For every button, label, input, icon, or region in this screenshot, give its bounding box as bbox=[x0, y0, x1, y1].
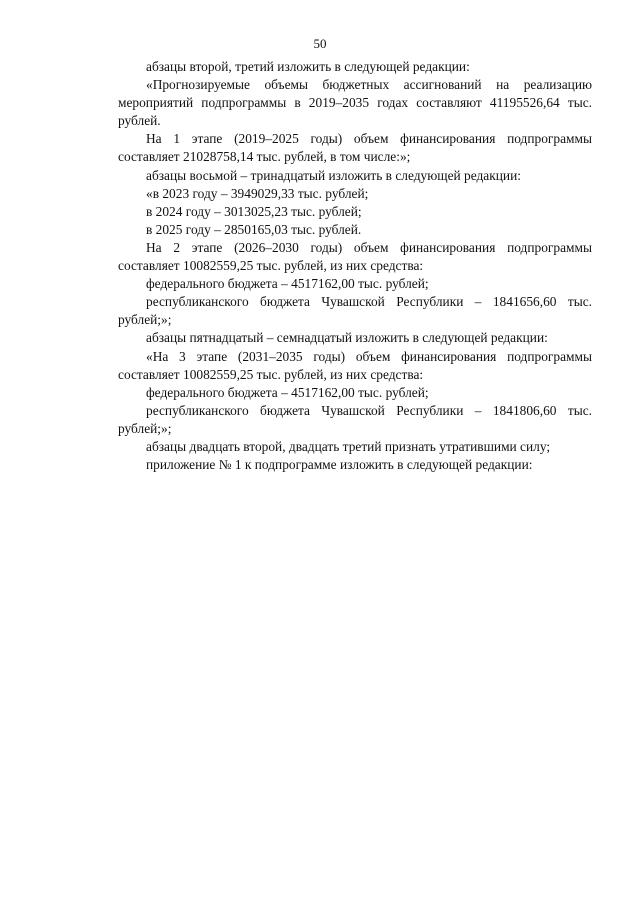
paragraph: «На 3 этапе (2031–2035 годы) объем финансирования подпрограммы составляет 10082559,25 тыс. рублей, из них средства: bbox=[118, 348, 592, 382]
paragraph: абзацы двадцать второй, двадцать третий признать утратившими силу; bbox=[146, 438, 551, 454]
paragraph: федерального бюджета – 4517162,00 тыс. рублей; bbox=[146, 384, 429, 400]
paragraph: абзацы восьмой – тринадцатый изложить в следующей редакции: bbox=[146, 167, 521, 183]
paragraph: в 2025 году – 2850165,03 тыс. рублей. bbox=[146, 221, 362, 237]
document-body bbox=[118, 58, 592, 474]
paragraph: «в 2023 году – 3949029,33 тыс. рублей; bbox=[146, 185, 369, 201]
paragraph: приложение № 1 к подпрограмме изложить в следующей редакции: bbox=[146, 457, 533, 473]
paragraph: республиканского бюджета Чувашской Республики – 1841656,60 тыс. рублей;»; bbox=[118, 294, 592, 328]
paragraph: «Прогнозируемые объемы бюджетных ассигнований на реализацию мероприятий подпрограммы в 2019–2035 годах составляют 41195526,64 тыс. рублей. bbox=[118, 77, 592, 129]
paragraph: в 2024 году – 3013025,23 тыс. рублей; bbox=[146, 203, 362, 219]
paragraph: республиканского бюджета Чувашской Республики – 1841806,60 тыс. рублей;»; bbox=[118, 402, 592, 436]
paragraph: На 2 этапе (2026–2030 годы) объем финансирования подпрограммы составляет 10082559,25 тыс. рублей, из них средства: bbox=[118, 239, 592, 274]
paragraph: абзацы второй, третий изложить в следующей редакции: bbox=[146, 59, 470, 74]
paragraph: На 1 этапе (2019–2025 годы) объем финансирования подпрограммы составляет 21028758,14 тыс. рублей, в том числе:»; bbox=[118, 131, 592, 165]
page-number: 50 bbox=[313, 36, 327, 51]
paragraph: федерального бюджета – 4517162,00 тыс. рублей; bbox=[146, 276, 429, 292]
paragraph: абзацы пятнадцатый – семнадцатый изложить в следующей редакции: bbox=[146, 330, 548, 346]
